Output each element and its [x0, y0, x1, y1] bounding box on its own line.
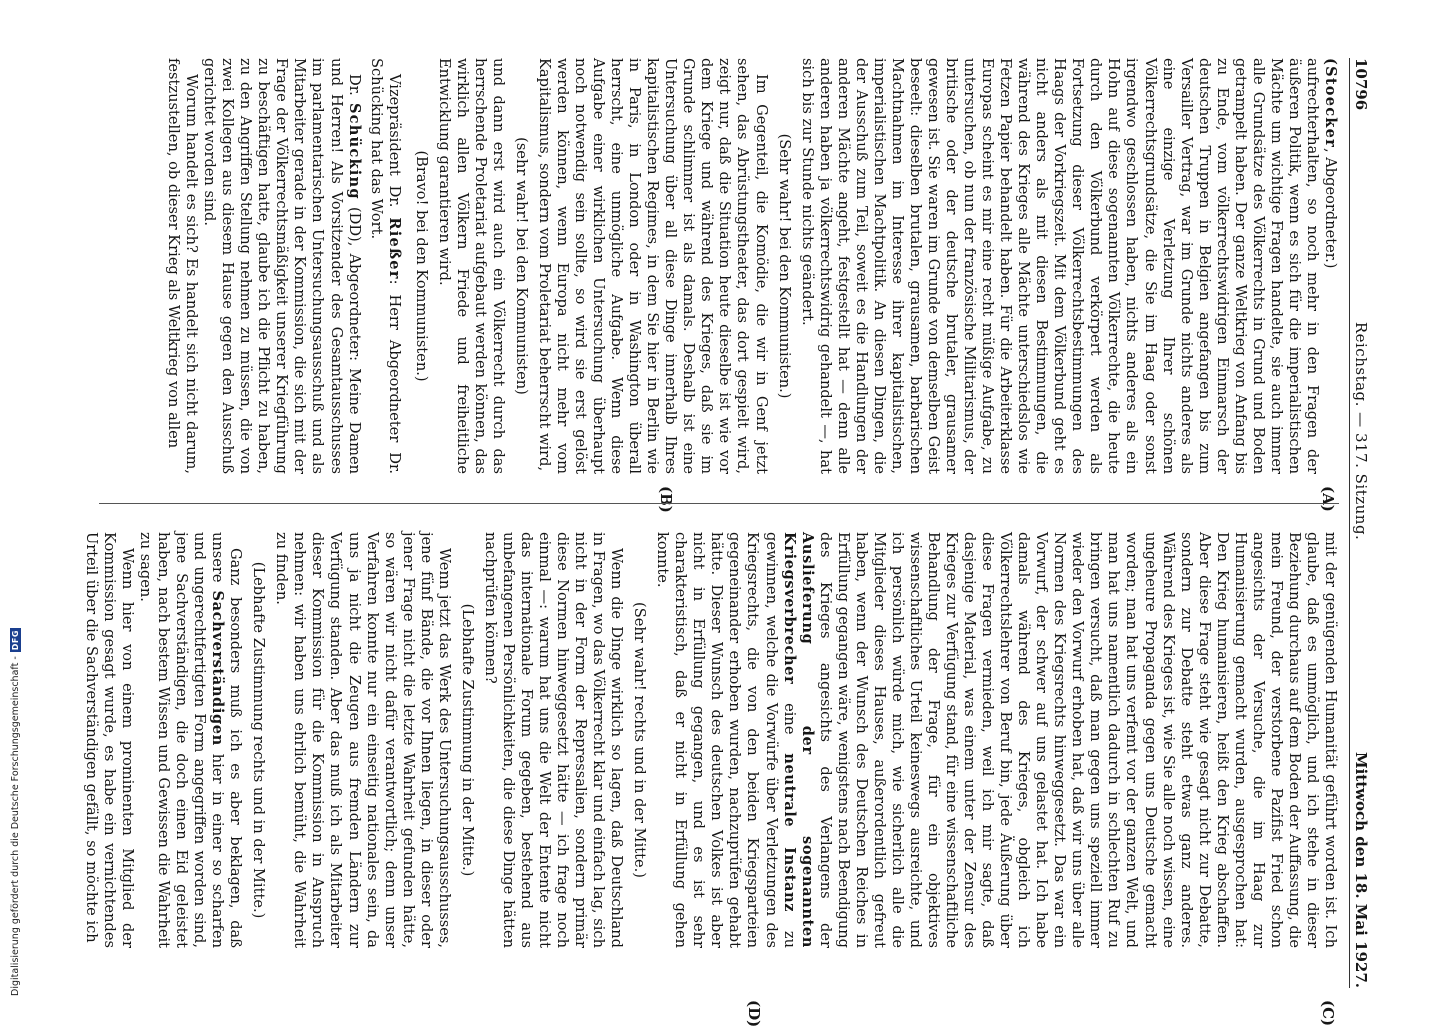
speech-start: Dr. Schücking (DD), Abgeordneter: Meine Damen und Herren! Als Vorsitzender des Gesamtausschusses im parlamentarischen Untersuchungsausschuß und als Mitarbeiter gerade in der Kommission, die sich mit der Frage der Völkerrechtsmäßigkeit unserer Kriegführung zu beschäftigen hatte, glaube ich die Pflicht zu haben, zu den Angriffen Stellung nehmen zu müssen, die von zwei Kollegen aus diesem Hause gegen den Ausschuß gerichtet worden sind.: [201, 58, 363, 474]
scanned-page: [82, 58, 1375, 1027]
paragraph: aufrechterhalten, so noch mehr in den Fragen der äußeren Politik, wenn es sich für die imperialistischen Mächte um wichtige Fragen handelte, sie auch immer alle Grundsätze des Völkerrechts in Grund und Boden getrampelt haben. Der ganze Weltkrieg von Anfang bis zu Ende, vom völkerrechtswidrigen Einmarsch der deutschen Truppen in Belgien angefangen bis zum Versailler Vertrag, war im Grunde nichts anderes als eine einzige Verletzung Ihrer schönen Völkerrechtsgrundsätze, die Sie im Haag oder sonst irgendwo geschlossen haben, nichts anderes als ein Hohn auf diese sogenannten Völkerrechte, die heute durch den Völkerbund verkörpert werden als Fortsetzung dieser Völkerrechtsbestimmungen des Haags der Vorkriegszeit. Mit dem Völkerbund geht es nicht anders als mit diesen Bestimmungen, die während des Krieges alle Mächte unterschiedslos wie Fetzen Papier behandelt haben. Für die Arbeiterklasse Europas scheint es mir eine recht müßige Aufgabe, zu untersuchen, ob nun der französische Militarismus, der britische oder der deutsche brutaler, grausamer gewesen ist. Sie waren im Grunde von demselben Geist beseelt: dieselben brutalen, grausamen, barbarischen Machtnahmen im Interesse ihrer kapitalistischen, imperialistischen Machtpolitik. An diesen Dingen, die der Ausschuß zum Teil, soweit es die Handlungen der anderen Mächte angeht, festgestellt hat — denn alle anderen haben ja völkerrechtswidrig gehandelt —, hat sich bis zur Stunde nichts geändert.: [798, 58, 1321, 474]
emphasis: Sachverständigen: [209, 590, 227, 746]
chair-name: Rießer: [385, 217, 403, 280]
digitization-note-text: Digitalisierung gefördert durch die Deutsche Forschungsgemeinschaft -: [10, 656, 21, 996]
session-date: Mittwoch den 18. Mai 1927.: [1352, 751, 1371, 988]
interjection: (Lebhafte Zustimmung in der Mitte.): [458, 603, 476, 877]
paragraph: Im Gegenteil, die Komödie, die wir in Genf jetzt sehen, das Abrüstungstheater, das dort gespielt wird, zeigt nur, daß die Situation heute dieselbe ist wie vor dem Kriege und während des Krieges, daß sie im Grunde schlimmer ist als damals. Deshalb ist eine Untersuchung über all diese Dinge innerhalb Ihres kapitalistischen Regimes, in dem Sie hier in Berlin wie in Paris, in London oder in Washington überall herrscht, eine unmögliche Aufgabe. Wenn diese Aufgabe einer wirklichen Untersuchung überhaupt noch notwendig sein sollte, so wird sie erst gelöst werden können, wenn Europa nicht mehr vom Kapitalismus, sondern vom Proletariat beherrscht wird,: [535, 58, 770, 474]
session-title: Reichstag. — 317. Sitzung.: [1352, 321, 1371, 541]
margin-marker-d: (D): [745, 1000, 763, 1027]
digitization-note: [0, 0, 21, 1000]
interjection: (Lebhafte Zustimmung rechts und in der Mitte.): [250, 561, 268, 919]
chair-announcement: Vizepräsident Dr. Rießer: Herr Abgeordneter Dr. Schücking hat das Wort.: [367, 58, 403, 474]
interjection: (Bravo! bei den Kommunisten.): [412, 150, 430, 382]
paragraph: Wenn jetzt das Werk des Untersuchungsausschusses, jene fünf Bände, die vor Ihnen liegen, in dieser oder jener Frage nicht die letzte Wahrheit gefunden hätte, so wären wir nicht dafür verantwortlich; denn unser Verfahren konnte nur ein einseitig nationales sein, da uns ja nicht die Zeugen aus fremden Ländern zur Verfügung standen. Aber das muß ich als Mitarbeiter dieser Kommission für die Kommission in Anspruch nehmen: wir haben uns ehrlich bemüht, die Wahrheit zu finden.: [273, 532, 453, 948]
paragraph: Worum handelt es sich? Es handelt sich nicht darum, festzustellen, ob dieser Krieg als Weltkrieg von allen: [165, 58, 201, 474]
margin-marker-a: (A): [1319, 486, 1337, 512]
paragraph: Wenn hier von einem prominenten Mitglied der Kommission gesagt wurde, es habe ein vernichtendes Urteil über die Sachverständigen gefällt, so möchte ich: [82, 532, 136, 948]
column-divider: [99, 503, 1339, 504]
interjection: (Sehr wahr! rechts und in der Mitte.): [631, 602, 649, 878]
margin-marker-c: (C): [1319, 1000, 1337, 1027]
paragraph: Wenn die Dinge wirklich so lagen, daß Deutschland in Fragen, wo das Völkerrecht klar und einfach lag, sich nicht in der Form der Repressalien, sondern primär diese Normen hinweggesetzt hätte — ich frage noch einmal —: warum hat uns die Welt der Entente nicht das internationale Forum gegeben, bestehend aus unbefangenen Persönlichkeiten, die diese Dinge hätten nachprüfen können?: [481, 532, 626, 948]
right-column: [82, 532, 1339, 949]
speaker-role: , Abgeordneter.): [1322, 147, 1339, 269]
dfg-logo: DFG: [11, 630, 20, 651]
paragraph: und dann erst wird auch ein Völkerrecht durch das herrschende Proletariat aufgebaut werden können, das wirklich allen Völkern Friede und freiheitliche Entwicklung garantieren wird.: [435, 58, 507, 474]
emphasis: Auslieferung der sogenannten Kriegsverbrecher: [780, 532, 816, 948]
page-number: 10796: [1352, 58, 1371, 111]
paragraph: mit der genügenden Humanität geführt worden ist. Ich glaube, daß es unmöglich, und ich stehe in dieser Beziehung durchaus auf dem Boden der Auffassung, die mein Freund, der verstorbene Pazifist Fried schon angesichts der Versuche, die im Haag zur Humanisierung gemacht wurden, ausgesprochen hat: Den Krieg humanisieren, heißt den Krieg abschaffen. Aber diese Frage steht wie gesagt nicht zur Debatte, sondern zur Debatte steht etwas ganz anderes. Während des Krieges ist, wie Sie alle noch wissen, eine ungeheure Propaganda gegen uns Deutsche gemacht worden; man hat uns verfemt vor der ganzen Welt, und man hat uns namentlich dadurch in schlechten Ruf zu bringen versucht, daß man gegen uns speziell immer wieder den Vorwurf erhoben hat, daß wir uns über alle Normen des Kriegsrechts hinweggesetzt. Das war ein Vorwurf, der schwer auf uns gelastet hat. Ich habe damals während des Krieges, obgleich ich Völkerrechtslehrer von Beruf bin, jede Äußerung über diese Fragen vermieden, weil ich mir sagte, daß dasjenige Material, was einem unter der Zensur des Krieges zur Verfügung stand, für eine wissenschaftliche Behandlung der Frage, für ein objektives wissenschaftliches Urteil keineswegs ausreichte, und ich persönlich würde mich, wie sicherlich alle die Mitglieder dieses Hauses, außerordentlich gefreut haben, wenn der Wunsch des Deutschen Reiches in Erfüllung gegangen wäre, wenigstens nach Beendigung des Krieges angesichts des Verlangens der Auslieferung der sogenannten Kriegsverbrecher eine neutrale Instanz zu gewinnen, welche die Vorwürfe über Verletzungen des Kriegsrechts, die von den beiden Kriegsparteien gegeneinander erhoben wurden, nachzuprüfen gehabt hätte. Dieser Wunsch des deutschen Volkes ist aber nicht in Erfüllung gegangen, und es ist sehr charakteristisch, daß er nicht in Erfüllung gehen konnte.: [654, 532, 1339, 949]
emphasis: neutrale Instanz: [780, 753, 798, 913]
speaker-continuation: [1321, 58, 1339, 474]
page-header: [1349, 58, 1375, 988]
speaker-name: (Stoecker: [1322, 58, 1339, 148]
paragraph: Ganz besonders muß ich es aber beklagen, daß unsere Sachverständigen hier in einer so scharfen und ungerechtfertigten Form angegriffen worden sind, jene Sachverständigen, die doch einen Eid geleistet haben, nach bestem Wissen und Gewissen die Wahrheit zu sagen.: [137, 532, 245, 948]
interjection: (sehr wahr! bei den Kommunisten): [512, 137, 530, 395]
margin-marker-b: (B): [657, 486, 675, 513]
left-column: [99, 58, 1339, 474]
speaker-name: Schücking: [345, 102, 363, 200]
interjection: (Sehr wahr! bei den Kommunisten.): [775, 133, 793, 399]
